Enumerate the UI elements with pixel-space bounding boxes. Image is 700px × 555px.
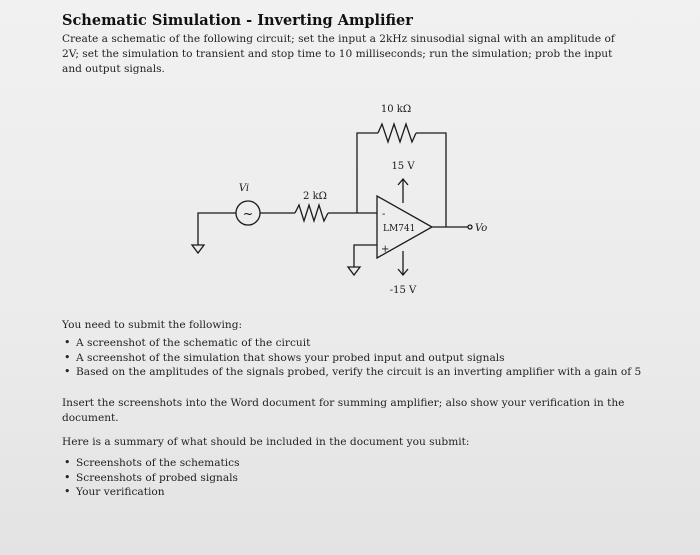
- source-ground-wire: [198, 213, 236, 245]
- opamp-minus: -: [382, 209, 386, 220]
- submit-heading: You need to submit the following:: [62, 319, 243, 331]
- feedback-resistor-label: 10 kΩ: [380, 104, 412, 115]
- insert-instructions: Insert the screenshots into the Word document for summing amplifier; also show your verification in the document.: [62, 397, 625, 424]
- noninverting-ground-wire: [354, 245, 377, 267]
- opamp-label: LM741: [383, 224, 416, 234]
- output-label: Vo: [475, 223, 488, 234]
- feedback-wire-right: [416, 133, 446, 227]
- intro-paragraph: Create a schematic of the following circuit; set the input a 2kHz sinusodial signal with an amplitude of 2V; set the simulation to transient and stop time to 10 milliseconds; run the simulation; prob the input and output signals.: [62, 33, 615, 75]
- ground-symbol-opamp: [348, 267, 360, 275]
- list-item: • Screenshots of the schematics: [62, 456, 662, 471]
- positive-supply-label: 15 V: [391, 161, 415, 172]
- opamp-plus: +: [381, 244, 390, 255]
- list-item: • Your verification: [62, 485, 662, 500]
- list-item: • Screenshots of probed signals: [62, 471, 662, 486]
- negative-supply-label: -15 V: [389, 285, 417, 295]
- ground-symbol-source: [192, 245, 204, 253]
- summary-heading: Here is a summary of what should be included in the document you submit:: [62, 436, 470, 448]
- summary-list: [62, 456, 662, 500]
- list-item: • A screenshot of the schematic of the circuit: [62, 336, 662, 351]
- output-terminal: [468, 225, 472, 229]
- inverting-amplifier-schematic: [170, 95, 530, 295]
- page-title: Schematic Simulation - Inverting Amplifier: [62, 12, 413, 29]
- list-item: • A screenshot of the simulation that shows your probed input and output signals: [62, 351, 662, 366]
- input-resistor-label: 2 kΩ: [303, 191, 327, 202]
- ac-source-symbol: ~: [242, 207, 254, 222]
- list-item: • Based on the amplitudes of the signals probed, verify the circuit is an inverting amplifier with a gain of 5: [62, 365, 662, 380]
- submit-list: [62, 336, 662, 380]
- feedback-wire-left: [357, 133, 378, 213]
- input-voltage-label: Vi: [238, 183, 250, 194]
- feedback-resistor-zigzag: [378, 124, 416, 142]
- input-resistor-zigzag: [295, 205, 328, 221]
